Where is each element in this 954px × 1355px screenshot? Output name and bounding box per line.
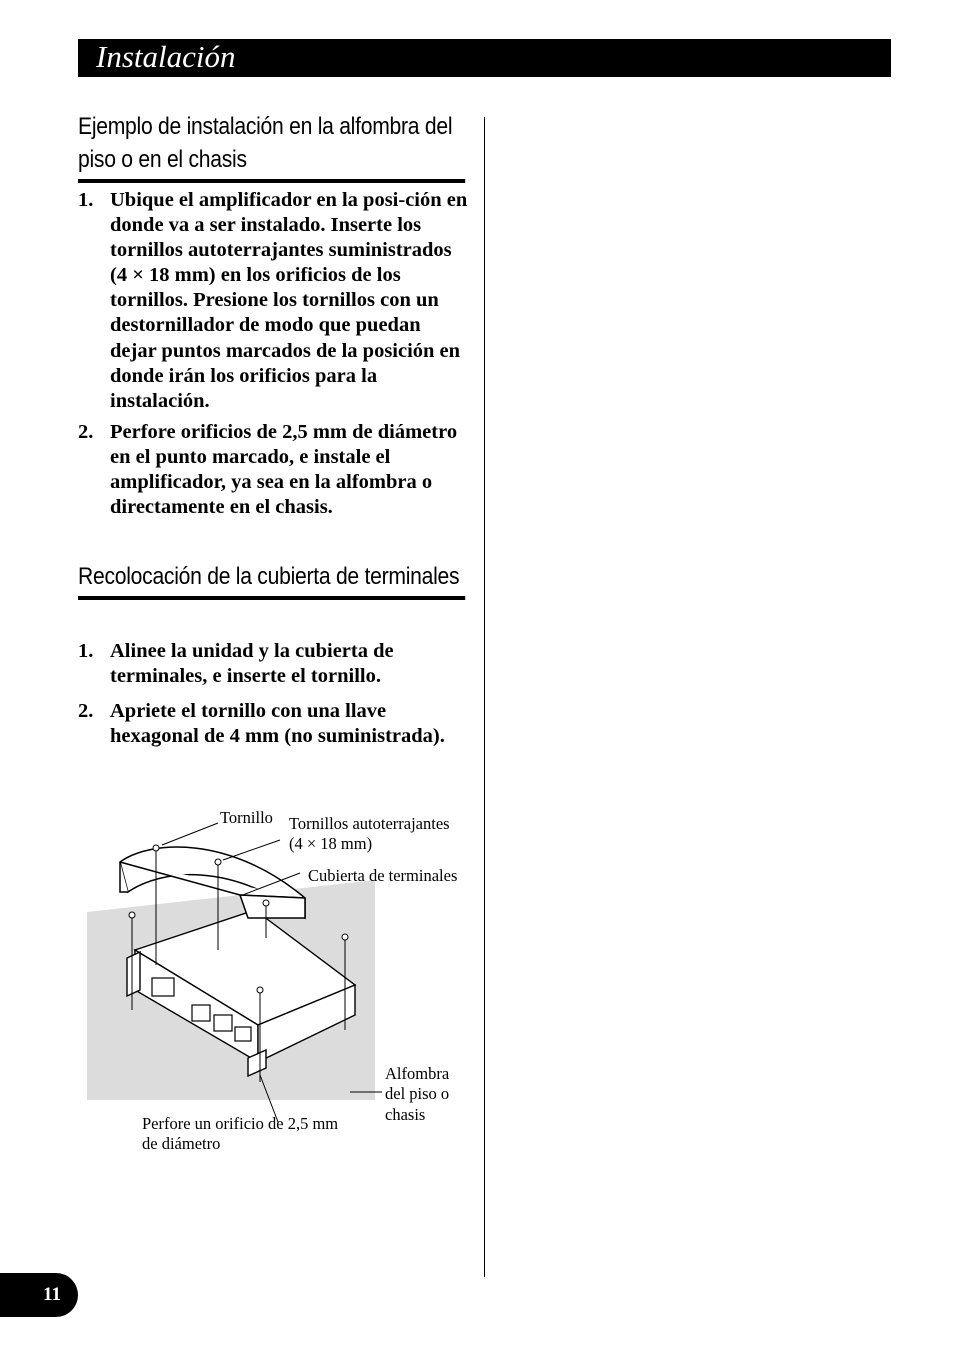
page-title: Instalación — [96, 39, 236, 74]
list-item — [78, 639, 468, 689]
label-terminal-cover: Cubierta de terminales — [308, 866, 458, 885]
label-self-tapping-size: (4 × 18 mm) — [289, 834, 373, 853]
list-item — [78, 188, 468, 414]
label-drill-1: Perfore un orificio de 2,5 mm — [142, 1114, 339, 1133]
section-heading-floor-install: Ejemplo de instalación en la alfombra del piso o en el chasis — [78, 110, 465, 183]
list-item — [78, 699, 468, 749]
step-number: 1. — [78, 640, 94, 662]
floor-install-steps — [78, 188, 468, 526]
section-banner — [78, 39, 891, 77]
label-floor-1: Alfombra — [385, 1064, 450, 1083]
step-number: 1. — [78, 189, 94, 211]
page-number-badge — [0, 1273, 78, 1317]
label-floor-2: del piso o — [385, 1084, 450, 1103]
step-text: Ubique el amplificador en la posi-ción en donde va a ser instalado. Inserte los tornillos autoterrajantes suministrados (4 × 18 mm) en los orificios de los tornillos. Presione los tornillos con un destornillador de modo que puedan dejar puntos marcados de la posición en donde irán los orificios para la instalación. — [110, 189, 468, 412]
label-drill-2: de diámetro — [142, 1134, 221, 1153]
step-number: 2. — [78, 420, 94, 443]
step-text: Alinee la unidad y la cubierta de terminales, e inserte el tornillo. — [110, 640, 394, 688]
column-divider — [484, 117, 485, 1277]
list-item — [78, 420, 468, 520]
terminal-cover-steps — [78, 639, 468, 759]
label-screw: Tornillo — [220, 808, 273, 827]
step-number: 2. — [78, 700, 94, 723]
step-text: Perfore orificios de 2,5 mm de diámetro en el punto marcado, e instale el amplificador, ya sea en la alfombra o directamente en el chasis. — [110, 420, 458, 519]
step-text: Apriete el tornillo con una llave hexagonal de 4 mm (no suministrada). — [110, 700, 445, 748]
label-floor-3: chasis — [385, 1105, 426, 1124]
page-number: 11 — [43, 1284, 61, 1305]
label-self-tapping-screws: Tornillos autoterrajantes — [289, 814, 450, 833]
section-heading-terminal-cover: Recolocación de la cubierta de terminales — [78, 560, 465, 600]
installation-illustration — [80, 800, 480, 1160]
